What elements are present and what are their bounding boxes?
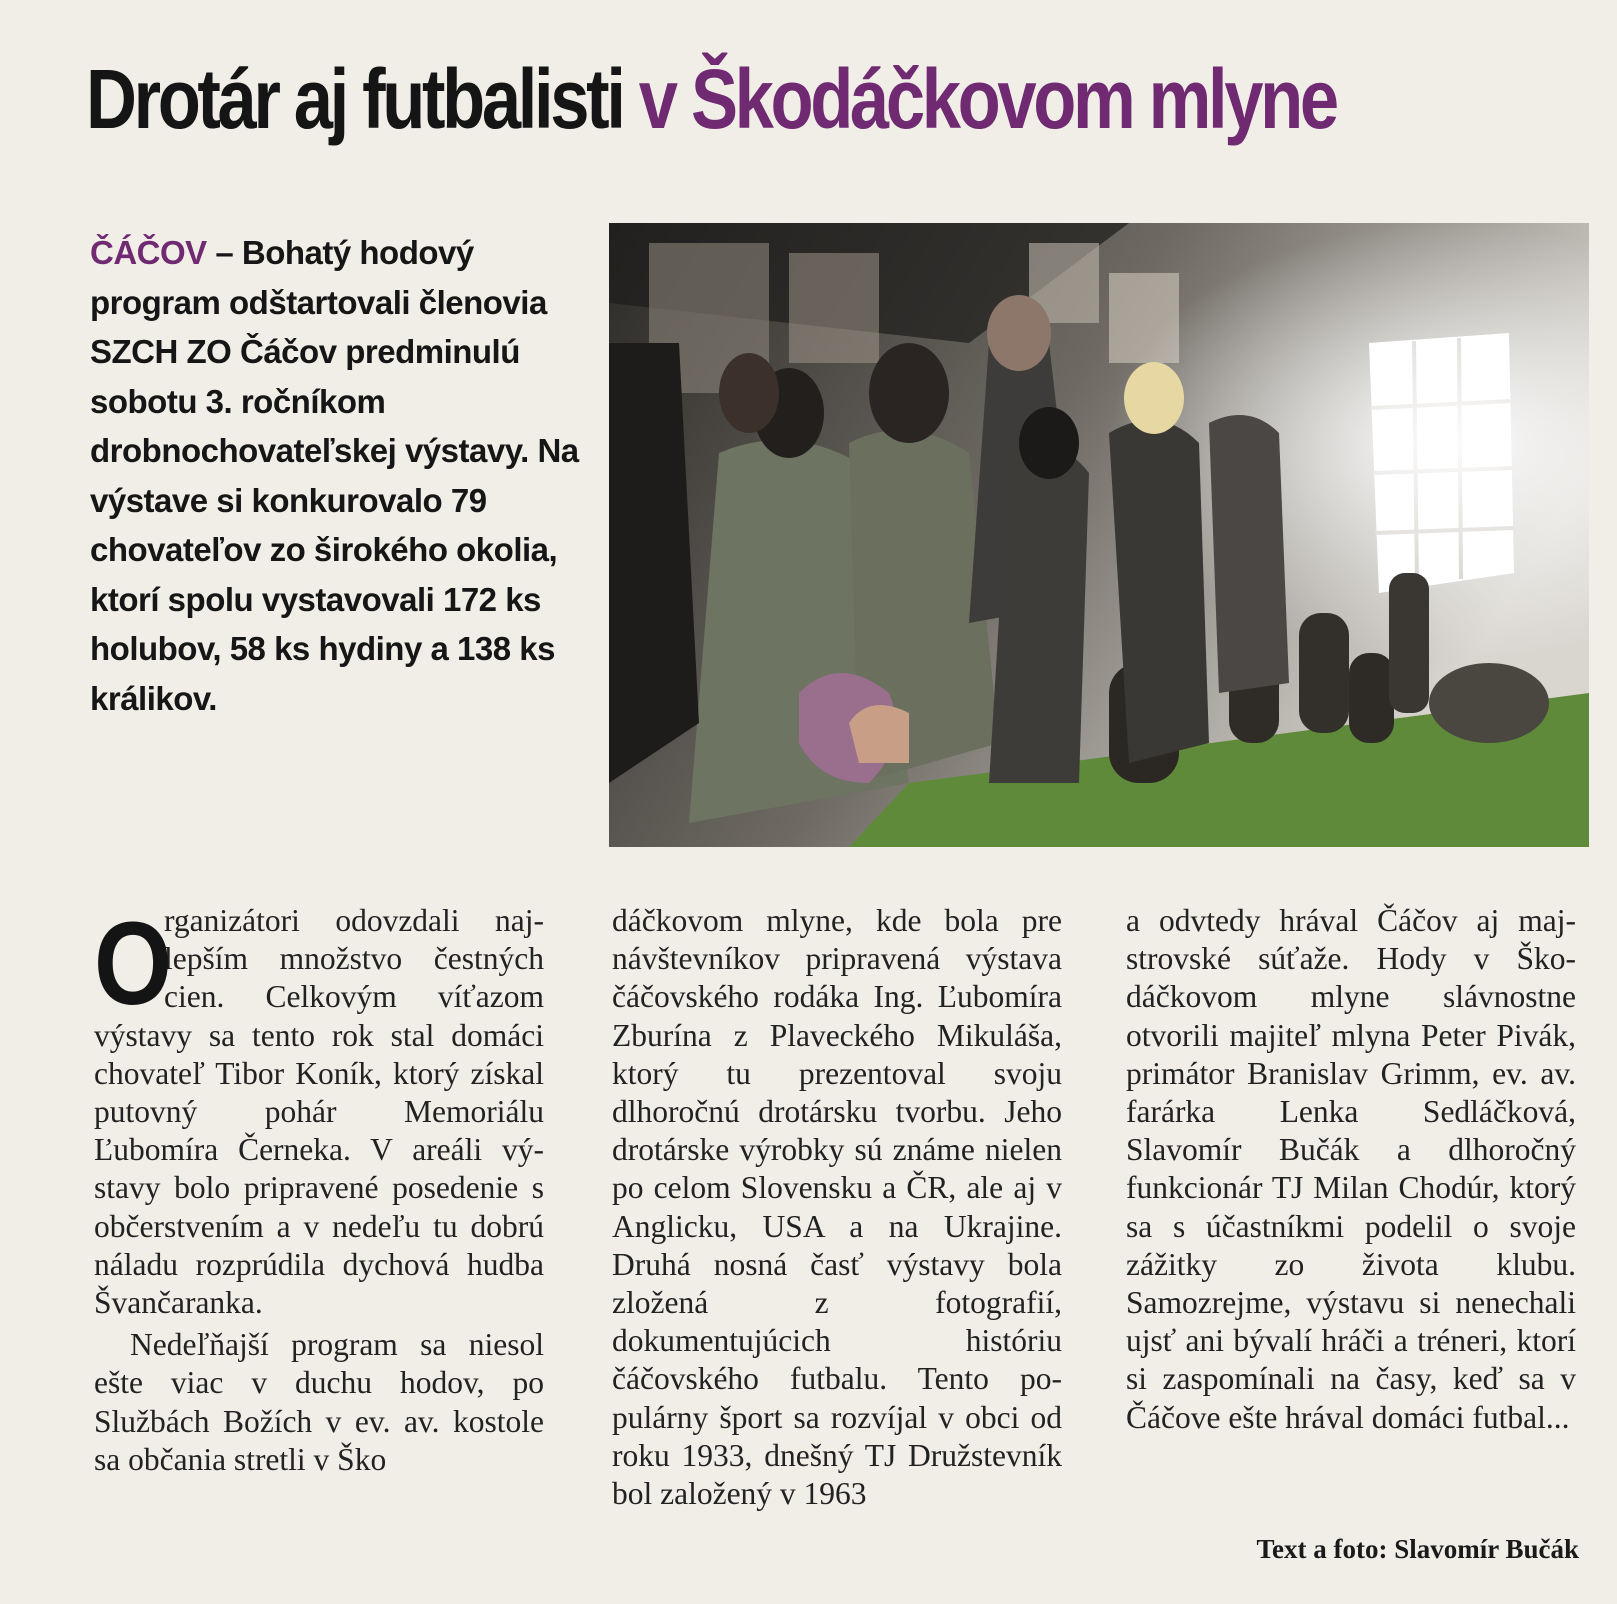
body-column-3 (1126, 902, 1576, 1437)
photo-exhibition-visitors (609, 223, 1589, 847)
body-column-2-text: dáčkovom mlyne, kde bola pre návštevníkov pripravená výstava čáčovského rodáka Ing. Ľubomíra Zburína z Plaveckého Mikuláša, ktorý tu prezentoval svoju dlhoročnú drotársku tvorbu. Jeho drotárske výrobky sú známe nielen po celom Slovensku a ČR, ale aj v Anglicku, USA a na Ukrajine. Druhá nosná časť výstavy bola zložená z fotografií, dokumentujúcich históriu čáčovského futbalu. Tento populárny šport sa rozvíjal v obci od roku 1933, dnešný TJ Družstevník bol založený v 1963 (612, 903, 1062, 1512)
headline (86, 44, 1346, 154)
headline-part-1: Drotár aj futbalisti (86, 52, 623, 146)
body-column-1 (94, 898, 544, 1479)
lead-paragraph (90, 228, 610, 723)
lead-text: – Bohatý hodový program odštartovali členovia SZCH ZO Čáčov predminulú sobotu 3. ročníkom drobnochovateľskej výstavy. Na výstave si konkurovalo 79 chovateľov zo širokého okolia, ktorí spolu vystavovali 172 ks holubov, 58 ks hydiny a 138 ks králikov. (90, 234, 579, 717)
dateline: ČÁČOV (90, 234, 207, 271)
body-paragraph-2: Nedeľňajší program sa niesol ešte viac v duchu hodov, po Službách Božích v ev. av. kostole sa občania stretli v Ško (94, 1327, 544, 1477)
body-column-2 (612, 902, 1062, 1513)
headline-part-2: v Škodáčkovom mlyne (638, 52, 1336, 146)
body-paragraph-1 (94, 898, 544, 1322)
body-paragraph-1-text: rganizátori odovzdali najlepším množstvo čestných cien. Celkovým víťazom výstavy sa tento rok stal domáci chovateľ Tibor Koník, ktorý získal putovný pohár Memoriálu Ľubomíra Černeka. V areáli výstavy bolo pripravené posedenie s občerstvením a v nedeľu tu dobrú náladu rozprúdila dychová hudba Švančaranka. (94, 903, 544, 1321)
photo-text-credit: Text a foto: Slavomír Bučák (1256, 1534, 1579, 1564)
article-photo (609, 223, 1589, 847)
drop-cap: O (94, 898, 173, 1030)
body-column-3-text: a odvtedy hrával Čáčov aj majstrovské súťaže. Hody v Škodáčkovom mlyne slávnostne otvorili majiteľ mlyna Peter Pivák, primátor Branislav Grimm, ev. av. farárka Lenka Sedláčková, Slavomír Bučák a dlhoročný funkcionár TJ Milan Chodúr, ktorý sa s účastníkmi podelil o svoje zážitky zo života klubu. Samozrejme, výstavu si nenechali ujsť ani bývalí hráči a tréneri, ktorí si zaspomínali na časy, keď sa v Čáčove ešte hrával domáci futbal... (1126, 903, 1576, 1435)
